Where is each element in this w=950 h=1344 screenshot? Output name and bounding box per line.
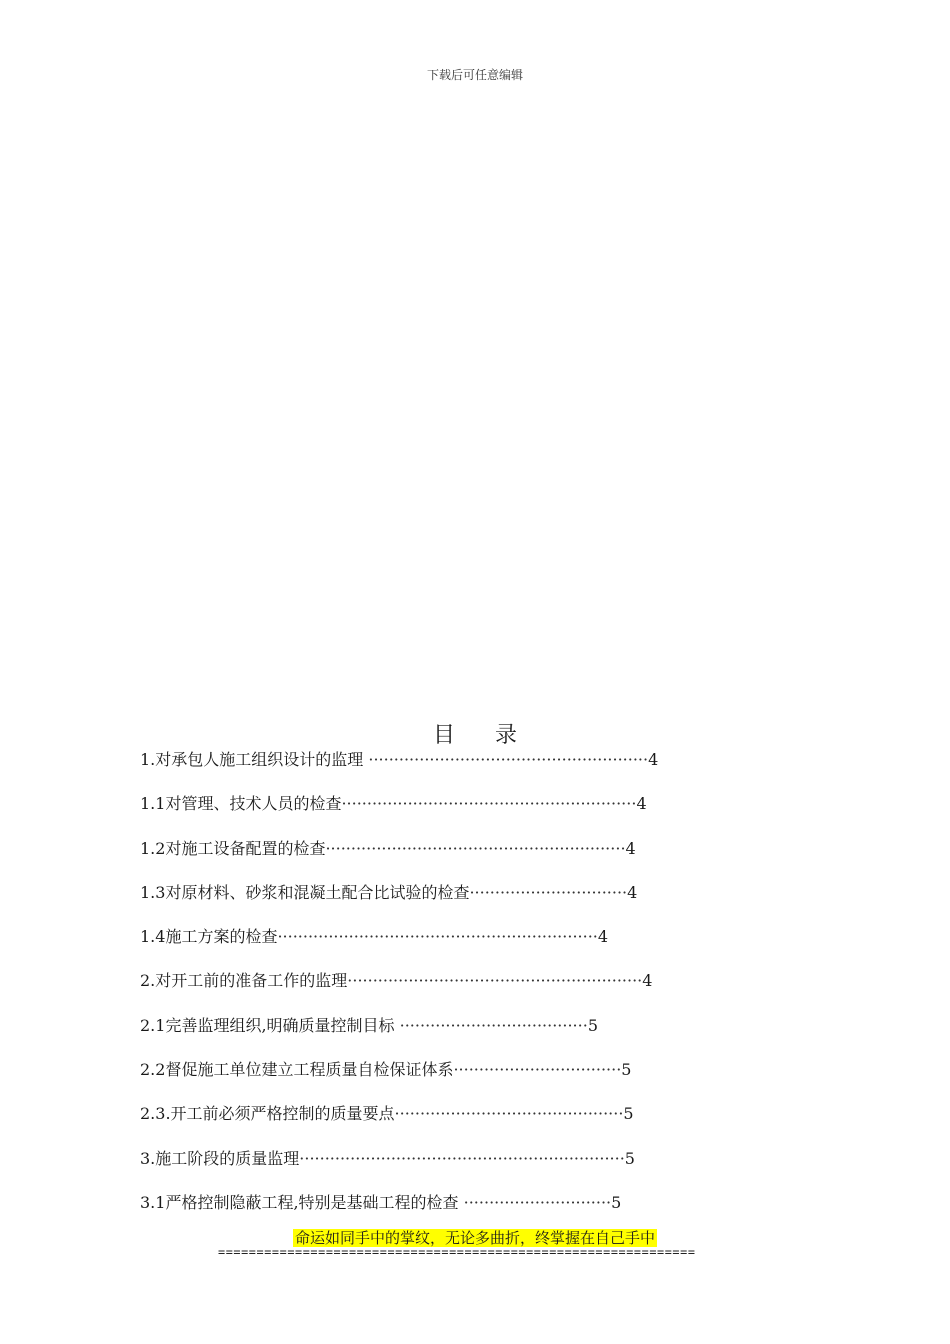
toc-leader: ····························· (458, 1192, 612, 1212)
toc-page-number: 5 (587, 1015, 598, 1035)
toc-page-number: 5 (623, 1104, 634, 1124)
toc-item[interactable] (140, 923, 820, 967)
toc-item[interactable] (140, 835, 820, 879)
table-of-contents (140, 746, 820, 1233)
toc-item-label: 1.1对管理、技术人员的检查 (140, 794, 342, 814)
toc-leader: ······················································· (363, 750, 649, 769)
toc-item-label: 3.施工阶段的质量监理 (140, 1148, 300, 1168)
footer-separator-rule: ============================================================== (218, 1245, 696, 1259)
toc-page-number: 4 (642, 971, 653, 991)
toc-page-number: 5 (611, 1192, 622, 1212)
toc-item[interactable] (140, 879, 820, 923)
toc-item-label: 3.1严格控制隐蔽工程,特别是基础工程的检查 (140, 1192, 459, 1212)
toc-item[interactable] (140, 1145, 820, 1189)
toc-page-number: 4 (597, 927, 609, 947)
toc-item-label: 1.对承包人施工组织设计的监理 (140, 750, 364, 769)
toc-leader: ································· (453, 1060, 622, 1080)
toc-item-label: 1.4施工方案的检查 (140, 927, 278, 947)
toc-leader: ······························· (469, 882, 628, 902)
toc-item[interactable] (140, 1056, 820, 1100)
toc-leader: ····································· (394, 1015, 588, 1035)
toc-page-number: 4 (636, 794, 647, 814)
toc-item-label: 2.2督促施工单位建立工程质量自检保证体系 (140, 1060, 454, 1080)
toc-item[interactable] (140, 1012, 820, 1056)
toc-page-number: 5 (621, 1060, 632, 1080)
toc-item-label: 2.3.开工前必须严格控制的质量要点 (140, 1104, 395, 1124)
toc-leader: ············································· (394, 1104, 624, 1124)
toc-leader: ·························································· (347, 971, 643, 991)
highlighted-slogan-text: 命运如同手中的掌纹，无论多曲折，终掌握在自己手中 (294, 1229, 655, 1247)
toc-page-number: 4 (627, 882, 638, 902)
toc-title: 目录 (432, 723, 557, 748)
toc-item[interactable] (140, 790, 820, 834)
toc-page-number: 5 (624, 1148, 635, 1168)
toc-page-number: 4 (648, 750, 659, 769)
toc-leader: ································································ (299, 1148, 625, 1168)
toc-leader: ······························································· (277, 927, 598, 947)
toc-item-label: 1.3对原材料、砂浆和混凝土配合比试验的检查 (140, 882, 470, 902)
toc-item[interactable] (140, 967, 820, 1011)
toc-item-label: 2.1完善监理组织,明确质量控制目标 (140, 1015, 395, 1035)
toc-item[interactable] (140, 746, 820, 790)
toc-page-number: 4 (625, 838, 636, 858)
toc-leader: ·························································· (341, 794, 637, 814)
header-note: 下载后可任意编辑 (426, 68, 523, 82)
toc-leader: ··························································· (325, 838, 626, 858)
toc-item-label: 2.对开工前的准备工作的监理 (140, 971, 348, 991)
toc-item[interactable] (140, 1100, 820, 1144)
toc-item-label: 1.2对施工设备配置的检查 (140, 838, 326, 858)
